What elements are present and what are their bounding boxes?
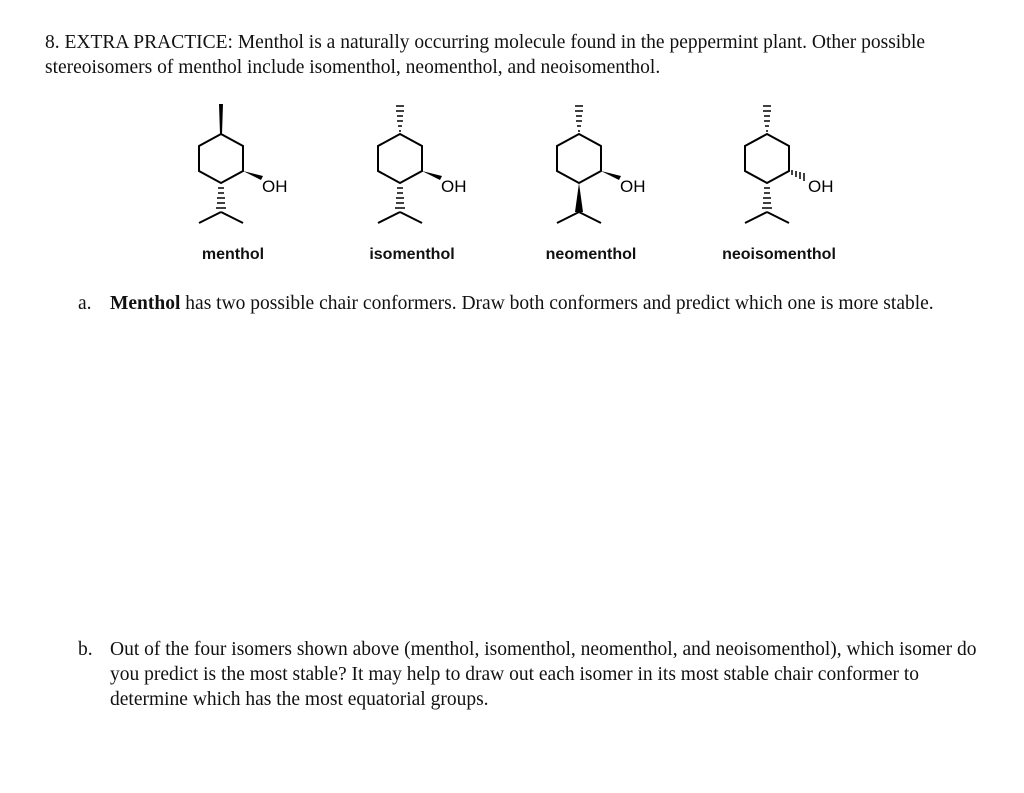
neoisomenthol-structure xyxy=(689,96,869,236)
molecule-structures xyxy=(0,96,1024,276)
problem-statement: 8. EXTRA PRACTICE: Menthol is a naturally occurring molecule found in the peppermint plant. Other possible stereoisomers of menthol include isomenthol, neomenthol, and neoisomenthol. xyxy=(45,32,926,78)
molecule-menthol xyxy=(143,96,323,276)
menthol-oh-label: OH xyxy=(262,177,288,196)
question-a-letter: a. xyxy=(78,293,92,314)
molecule-neomenthol xyxy=(501,96,681,276)
question-a-text: has two possible chair conformers. Draw both conformers and predict which one is more stable. xyxy=(180,293,934,314)
question-a-bold-term: Menthol xyxy=(110,293,181,314)
question-b xyxy=(78,637,983,712)
neomenthol-structure xyxy=(501,96,681,236)
neoisomenthol-label: neoisomenthol xyxy=(722,246,836,263)
neoisomenthol-oh-label: OH xyxy=(808,177,834,196)
neomenthol-oh-label: OH xyxy=(620,177,646,196)
neomenthol-label: neomenthol xyxy=(545,246,637,263)
question-a xyxy=(78,291,983,316)
question-b-text: Out of the four isomers shown above (menthol, isomenthol, neomenthol, and neoisomenthol), which isomer do you predict is the most stable? It may help to draw out each isomer in its most stable chair conformer to determine which has the most equatorial groups. xyxy=(110,639,977,710)
molecule-isomenthol xyxy=(322,96,502,276)
menthol-label: menthol xyxy=(201,246,265,263)
question-b-letter: b. xyxy=(78,639,93,660)
menthol-structure xyxy=(143,96,323,236)
isomenthol-structure xyxy=(322,96,502,236)
molecule-neoisomenthol xyxy=(689,96,869,276)
isomenthol-oh-label: OH xyxy=(441,177,467,196)
isomenthol-label: isomenthol xyxy=(369,246,455,263)
question-a-body xyxy=(110,291,983,316)
